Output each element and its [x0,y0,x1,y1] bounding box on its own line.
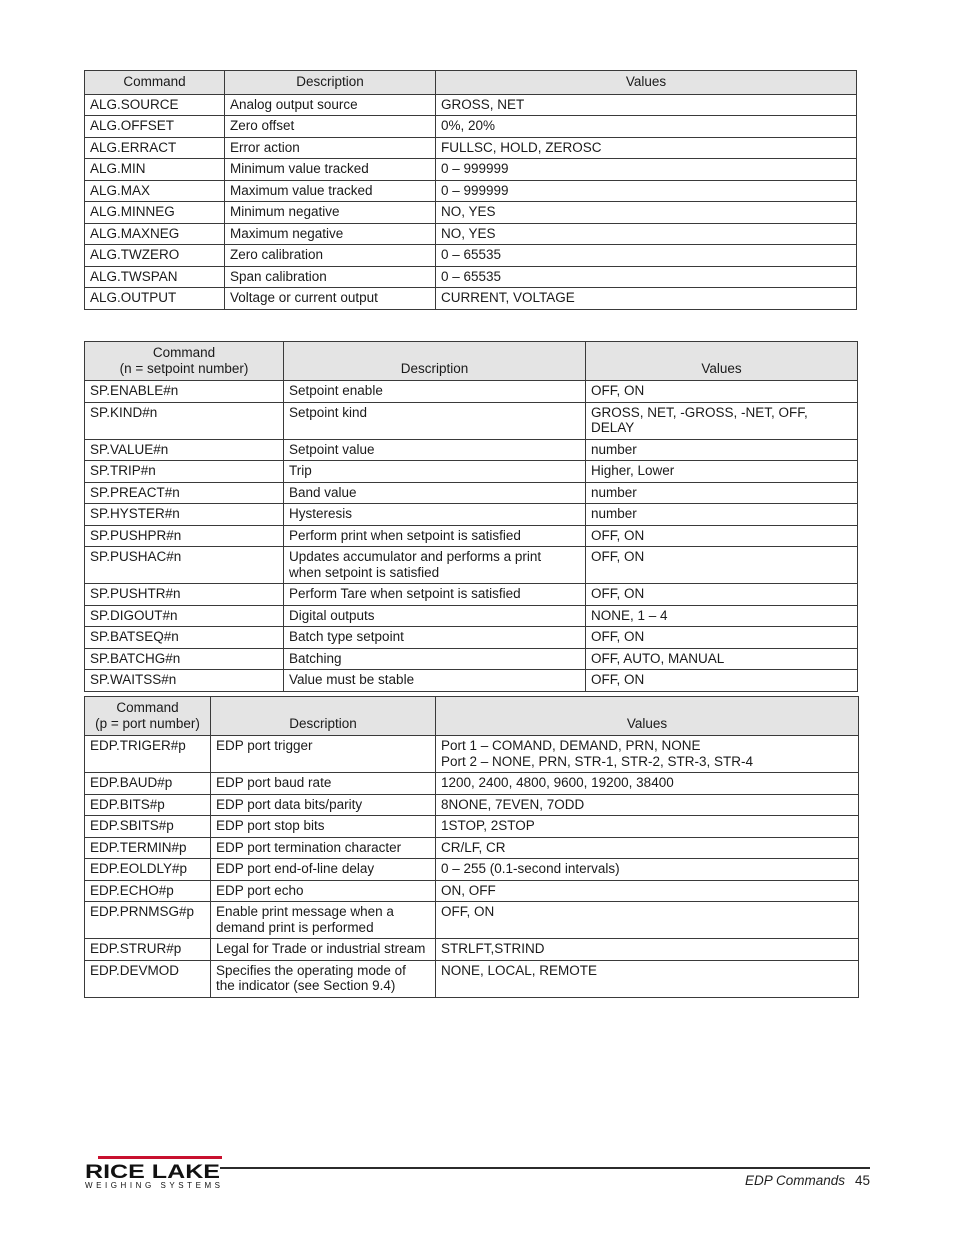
description-cell: Enable print message when a demand print is performed [211,902,436,939]
description-cell: Setpoint value [284,439,586,461]
table-row [85,939,859,961]
table-row [85,794,859,816]
command-cell: ALG.MINNEG [85,202,225,224]
values-cell: Port 1 – COMAND, DEMAND, PRN, NONE Port 2 – NONE, PRN, STR-1, STR-2, STR-3, STR-4 [436,736,859,773]
values-cell: 1STOP, 2STOP [436,816,859,838]
command-cell: SP.BATSEQ#n [85,627,284,649]
page-footer [745,1173,870,1188]
table-header-row [85,71,857,95]
column-header: Values [436,71,857,95]
table-row [85,960,859,997]
command-cell: SP.BATCHG#n [85,648,284,670]
values-cell: CR/LF, CR [436,837,859,859]
logo-tagline: WEIGHING SYSTEMS [85,1181,220,1190]
description-cell: EDP port termination character [211,837,436,859]
command-cell: SP.PUSHAC#n [85,547,284,584]
values-cell: STRLFT,STRIND [436,939,859,961]
table-row [85,584,858,606]
values-cell: 0%, 20% [436,116,857,138]
table-row [85,245,857,267]
description-cell: Digital outputs [284,605,586,627]
description-cell: Setpoint kind [284,402,586,439]
description-cell: Span calibration [225,266,436,288]
values-cell: CURRENT, VOLTAGE [436,288,857,310]
command-cell: SP.VALUE#n [85,439,284,461]
values-cell: number [586,482,858,504]
values-cell: OFF, ON [586,381,858,403]
description-cell: EDP port stop bits [211,816,436,838]
values-cell: NONE, 1 – 4 [586,605,858,627]
column-header: Description [284,342,586,381]
command-cell: SP.TRIP#n [85,461,284,483]
table-header-row [85,697,859,736]
description-cell: Batching [284,648,586,670]
description-cell: Minimum negative [225,202,436,224]
table-row [85,202,857,224]
command-cell: ALG.ERRACT [85,137,225,159]
table-row [85,223,857,245]
values-cell: 8NONE, 7EVEN, 7ODD [436,794,859,816]
description-cell: Analog output source [225,94,436,116]
command-cell: ALG.SOURCE [85,94,225,116]
footer-section-title: EDP Commands [744,1173,845,1188]
description-cell: EDP port baud rate [211,773,436,795]
description-cell: Hysteresis [284,504,586,526]
table-row [85,482,858,504]
column-header: Values [586,342,858,381]
command-cell: EDP.ECHO#p [85,880,211,902]
command-cell: SP.KIND#n [85,402,284,439]
values-cell: GROSS, NET [436,94,857,116]
description-cell: EDP port data bits/parity [211,794,436,816]
table-row [85,880,859,902]
command-cell: EDP.SBITS#p [85,816,211,838]
description-cell: EDP port echo [211,880,436,902]
values-cell: OFF, ON [586,525,858,547]
description-cell: EDP port end-of-line delay [211,859,436,881]
table-row [85,859,859,881]
values-cell: OFF, ON [586,584,858,606]
column-header: Command (n = setpoint number) [85,342,284,381]
description-cell: Value must be stable [284,670,586,692]
table-row [85,736,859,773]
values-cell: number [586,504,858,526]
command-cell: ALG.MAX [85,180,225,202]
values-cell: number [586,439,858,461]
command-cell: ALG.MAXNEG [85,223,225,245]
page-number: 45 [854,1173,870,1188]
description-cell: Batch type setpoint [284,627,586,649]
values-cell: 0 – 999999 [436,159,857,181]
values-cell: OFF, ON [436,902,859,939]
table-row [85,381,858,403]
values-cell: ON, OFF [436,880,859,902]
footer-rule [220,1167,870,1169]
values-cell: OFF, ON [586,547,858,584]
values-cell: Higher, Lower [586,461,858,483]
logo-wordmark: RICE LAKE [85,1162,220,1183]
table-row [85,627,858,649]
table-header-row [85,342,858,381]
values-cell: OFF, AUTO, MANUAL [586,648,858,670]
setpoint-commands-table [84,341,858,692]
description-cell: Error action [225,137,436,159]
values-cell: 0 – 65535 [436,245,857,267]
table-row [85,605,858,627]
table-row [85,648,858,670]
command-cell: ALG.OUTPUT [85,288,225,310]
edp-port-commands-table [84,696,859,998]
description-cell: Zero offset [225,116,436,138]
command-cell: SP.PUSHTR#n [85,584,284,606]
column-header: Command (p = port number) [85,697,211,736]
description-cell: Maximum value tracked [225,180,436,202]
command-cell: SP.ENABLE#n [85,381,284,403]
table-row [85,525,858,547]
column-header: Description [225,71,436,95]
column-header: Command [85,71,225,95]
values-cell: OFF, ON [586,627,858,649]
table-row [85,180,857,202]
command-cell: SP.WAITSS#n [85,670,284,692]
table-row [85,504,858,526]
table-row [85,461,858,483]
table-row [85,137,857,159]
table-row [85,547,858,584]
command-cell: ALG.TWSPAN [85,266,225,288]
table-row [85,94,857,116]
description-cell: Maximum negative [225,223,436,245]
description-cell: Setpoint enable [284,381,586,403]
command-cell: EDP.TERMIN#p [85,837,211,859]
description-cell: Trip [284,461,586,483]
table-row [85,902,859,939]
column-header: Description [211,697,436,736]
command-cell: ALG.TWZERO [85,245,225,267]
values-cell: 0 – 255 (0.1-second intervals) [436,859,859,881]
description-cell: EDP port trigger [211,736,436,773]
table-row [85,439,858,461]
table-row [85,773,859,795]
command-cell: EDP.BAUD#p [85,773,211,795]
description-cell: Specifies the operating mode of the indicator (see Section 9.4) [211,960,436,997]
table-row [85,288,857,310]
command-cell: SP.PREACT#n [85,482,284,504]
command-cell: SP.DIGOUT#n [85,605,284,627]
rice-lake-logo [84,1156,222,1192]
command-cell: EDP.BITS#p [85,794,211,816]
command-cell: EDP.EOLDLY#p [85,859,211,881]
description-cell: Perform Tare when setpoint is satisfied [284,584,586,606]
column-header: Values [436,697,859,736]
alg-commands-table [84,70,857,310]
command-cell: EDP.STRUR#p [85,939,211,961]
table-row [85,816,859,838]
values-cell: NONE, LOCAL, REMOTE [436,960,859,997]
command-cell: SP.HYSTER#n [85,504,284,526]
values-cell: NO, YES [436,223,857,245]
command-cell: SP.PUSHPR#n [85,525,284,547]
table-row [85,670,858,692]
values-cell: OFF, ON [586,670,858,692]
values-cell: GROSS, NET, -GROSS, -NET, OFF, DELAY [586,402,858,439]
values-cell: NO, YES [436,202,857,224]
values-cell: 1200, 2400, 4800, 9600, 19200, 38400 [436,773,859,795]
table-row [85,116,857,138]
description-cell: Minimum value tracked [225,159,436,181]
command-cell: ALG.OFFSET [85,116,225,138]
values-cell: FULLSC, HOLD, ZEROSC [436,137,857,159]
table-row [85,402,858,439]
values-cell: 0 – 999999 [436,180,857,202]
description-cell: Legal for Trade or industrial stream [211,939,436,961]
table-row [85,837,859,859]
description-cell: Perform print when setpoint is satisfied [284,525,586,547]
values-cell: 0 – 65535 [436,266,857,288]
table-row [85,266,857,288]
description-cell: Zero calibration [225,245,436,267]
description-cell: Updates accumulator and performs a print when setpoint is satisfied [284,547,586,584]
description-cell: Band value [284,482,586,504]
command-cell: EDP.DEVMOD [85,960,211,997]
command-cell: EDP.TRIGER#p [85,736,211,773]
command-cell: ALG.MIN [85,159,225,181]
command-cell: EDP.PRNMSG#p [85,902,211,939]
description-cell: Voltage or current output [225,288,436,310]
table-row [85,159,857,181]
